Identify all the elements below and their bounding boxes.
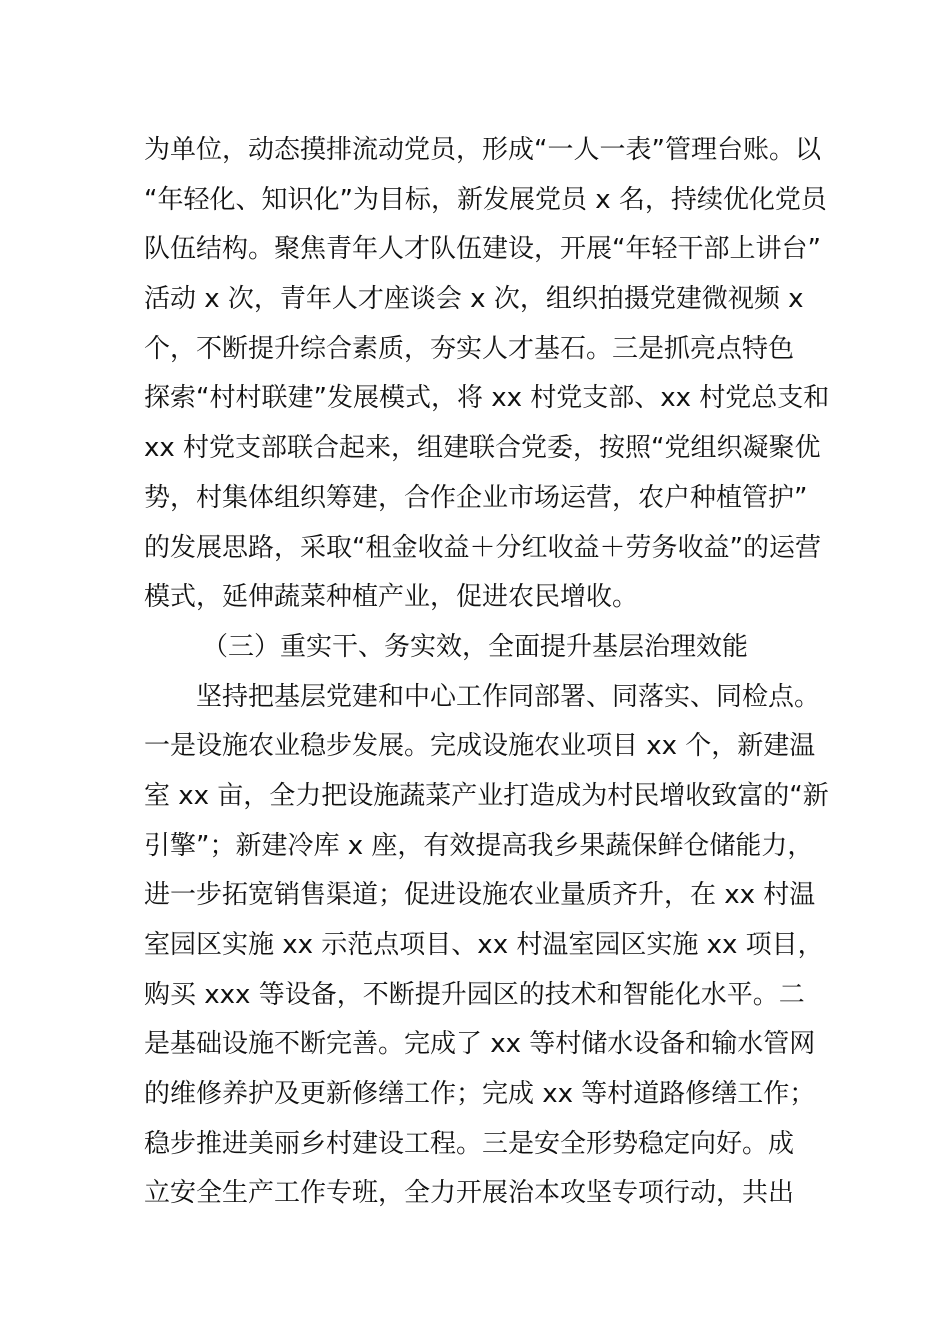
body-line: 势，村集体组织筹建，合作企业市场运营，农户种植管护”	[144, 482, 808, 513]
body-line: 立安全生产工作专班，全力开展治本攻坚专项行动，共出	[144, 1178, 795, 1209]
body-line: xx 村党支部联合起来，组建联合党委，按照“党组织凝聚优	[144, 433, 821, 464]
body-line: 购买 xxx 等设备，不断提升园区的技术和智能化水平。二	[144, 979, 805, 1010]
body-line: 的发展思路，采取“租金收益＋分红收益＋劳务收益”的运营	[144, 532, 821, 563]
body-line: 的维修养护及更新修缮工作；完成 xx 等村道路修缮工作；	[144, 1079, 816, 1110]
body-line: 是基础设施不断完善。完成了 xx 等村储水设备和输水管网	[144, 1029, 816, 1060]
body-line: 为单位，动态摸排流动党员，形成“一人一表”管理台账。以	[144, 135, 821, 165]
body-line: 稳步推进美丽乡村建设工程。三是安全形势稳定向好。成	[144, 1128, 795, 1159]
body-line: 活动 x 次，青年人才座谈会 x 次，组织拍摄党建微视频 x	[144, 284, 804, 315]
document-body	[144, 126, 830, 1219]
body-line: 队伍结构。聚焦青年人才队伍建设，开展“年轻干部上讲台”	[144, 234, 821, 265]
paragraph-first-line: 坚持把基层党建和中心工作同部署、同落实、同检点。	[196, 681, 821, 712]
body-line: “年轻化、知识化”为目标，新发展党员 x 名，持续优化党员	[144, 184, 827, 215]
body-line: 模式，延伸蔬菜种植产业，促进农民增收。	[144, 582, 639, 613]
section-heading: （三）重实干、务实效，全面提升基层治理效能	[202, 631, 749, 662]
body-line: 进一步拓宽销售渠道；促进设施农业量质齐升，在 xx 村温	[144, 880, 816, 911]
body-line: 个，不断提升综合素质，夯实人才基石。三是抓亮点特色	[144, 333, 795, 364]
body-line: 探索“村村联建”发展模式，将 xx 村党支部、xx 村党总支和	[144, 383, 830, 414]
body-line: 一是设施农业稳步发展。完成设施农业项目 xx 个，新建温	[144, 731, 816, 762]
body-line: 室 xx 亩，全力把设施蔬菜产业打造成为村民增收致富的“新	[144, 780, 829, 811]
body-line: 室园区实施 xx 示范点项目、xx 村温室园区实施 xx 项目，	[144, 930, 824, 960]
body-line: 引擎”；新建冷库 x 座，有效提高我乡果蔬保鲜仓储能力，	[144, 830, 814, 861]
